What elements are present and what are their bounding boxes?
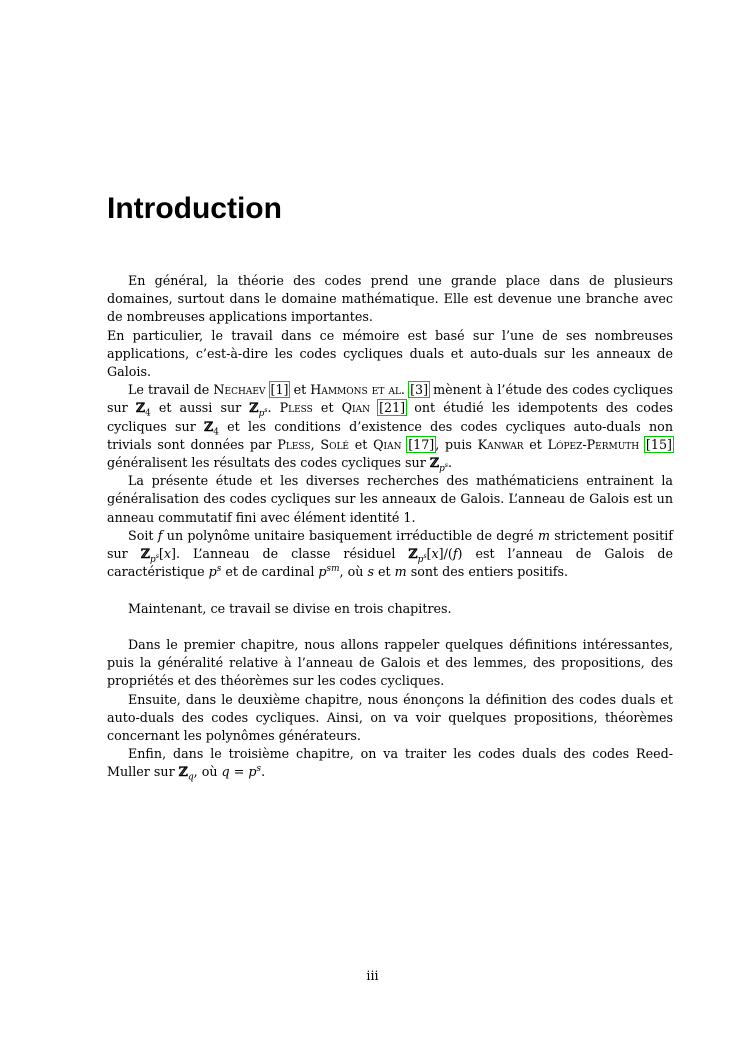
author-lopez-permuth: López-Permuth <box>547 436 640 452</box>
author-sole: Solé <box>320 436 350 452</box>
paragraph-2: En particulier, le travail dans ce mémoire est basé sur l’une de ses nombreuses applications, c’est-à-dire les codes cycliques duals et auto-duals sur les anneaux de Galois. <box>107 327 673 380</box>
math-zps-x: ℤ$_{p^s}$[x] <box>140 546 176 565</box>
paragraph-7: Dans le premier chapitre, nous allons rappeler quelques définitions intéressantes, puis la généralité relative à l’anneau de Galois et des lemmes, des propositions, des propriétés et des théorèmes sur les codes cycliques. <box>107 637 673 689</box>
math-zps: ℤ$_{p^s}$ <box>429 455 448 474</box>
paragraph-3: Le travail de Nechaev [1] et Hammons et al. [3] mènent à l’étude des codes cycliques sur ℤ$_4$ et aussi sur ℤ$_{p^s}$. Pless et Qian [21] ont étudié les idempotents des codes cycliques sur ℤ$_4$ et les conditions d’existence des codes cycliques auto-duals non trivials sont données par Pless, Solé et Qian [17], puis Kanwar et López-Permuth [15] généralisent les résultats des codes cycliques sur ℤ$_{p^s}$. <box>107 382 673 474</box>
author-pless: Pless <box>279 400 313 416</box>
paragraph-1: En général, la théorie des codes prend une grande place dans de plusieurs domaines, surtout dans le domaine mathématique. Elle est devenue une branche avec de nombreuses applications importantes. <box>107 273 673 325</box>
author-pless: Pless <box>277 436 311 452</box>
math-q-eq-ps: $q = p^s$ <box>221 764 262 780</box>
chapter-heading: Introduction <box>107 192 282 225</box>
paragraph-9: Enfin, dans le troisième chapitre, on va traiter les codes duals des codes Reed-Muller sur ℤ$_q$, où $q = p^s$. <box>107 746 673 783</box>
citation-15[interactable]: [15] <box>645 436 672 452</box>
math-f: f <box>157 527 163 543</box>
math-z4: ℤ$_4$ <box>204 418 219 438</box>
math-zps: ℤ$_{p^s}$ <box>249 400 268 419</box>
math-zq: ℤ$_q$ <box>178 764 194 783</box>
math-ps: $p^s$ <box>208 564 222 580</box>
math-quotient: ℤ$_{p^s}$[x]/(f) <box>408 546 463 565</box>
page-number: iii <box>366 968 379 983</box>
citation-1[interactable]: [1] <box>270 382 289 398</box>
body-text <box>107 272 673 782</box>
author-qian: Qian <box>341 400 370 416</box>
author-hammons: Hammons et al. <box>310 382 405 398</box>
author-qian: Qian <box>373 436 402 452</box>
citation-3[interactable]: [3] <box>410 382 429 398</box>
math-psm: $p^{sm}$ <box>318 564 340 580</box>
citation-17[interactable]: [17] <box>408 436 435 452</box>
math-z4: ℤ$_4$ <box>135 400 151 419</box>
author-kanwar: Kanwar <box>477 436 524 452</box>
math-m: m <box>537 527 550 543</box>
math-m: m <box>394 564 407 580</box>
paragraph-6: Maintenant, ce travail se divise en trois chapitres. <box>128 600 452 616</box>
math-s: s <box>367 564 374 580</box>
citation-21[interactable]: [21] <box>379 400 406 416</box>
paragraph-8: Ensuite, dans le deuxième chapitre, nous énonçons la définition des codes duals et auto-duals des codes cycliques. Ainsi, on va voir quelques propositions, théorèmes concernant les polynômes générateurs. <box>107 691 673 744</box>
author-nechaev: Nechaev <box>213 382 266 398</box>
paragraph-5: Soit f un polynôme unitaire basiquement irréductible de degré m strictement positif sur ℤ$_{p^s}$[x]. L’anneau de classe résiduel ℤ$_{p^s}$[x]/(f) est l’anneau de Galois de caractéristique $p^s$ et de cardinal $p^{sm}$, où s et m sont des entiers positifs. <box>107 527 673 580</box>
paragraph-4: La présente étude et les diverses recherches des mathématiciens entrainent la généralisation des codes cycliques sur les anneaux de Galois. L’anneau de Galois est un anneau commutatif fini avec élément identité 1. <box>107 473 673 525</box>
